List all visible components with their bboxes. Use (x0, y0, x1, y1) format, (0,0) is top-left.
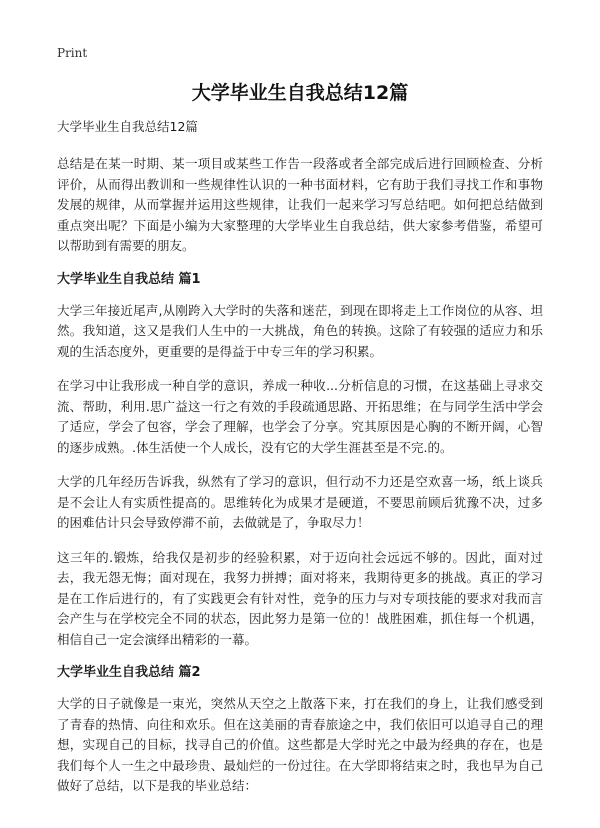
section-heading-1: 大学毕业生自我总结 篇1 (57, 271, 201, 287)
paragraph: 这三年的.锻炼，给我仅是初步的经验积累，对于迈向社会远远不够的。因此，面对过去，我无怨无悔；面对现在，我努力拼搏；面对将来，我期待更多的挑战。真正的学习是在工作后进行的，有了实践更会有针对性，竞争的压力与对专项技能的要求对我而言会产生与在学校完全不同的状态，因此努力是第一位的！战胜困难，抓住每一个机遇，相信自己一定会演绎出精彩的一幕。 (57, 549, 543, 647)
paragraph: 大学三年接近尾声,从刚跨入大学时的失落和迷茫，到现在即将走上工作岗位的从容、坦然。我知道，这又是我们人生中的一大挑战，角色的转换。这除了有较强的适应力和乐观的生活态度外，更重要的是得益于中专三年的学习积累。 (57, 302, 543, 359)
page-title: 大学毕业生自我总结12篇 (191, 82, 409, 104)
paragraph: 大学的几年经历告诉我，纵然有了学习的意识，但行动不力还是空欢喜一场，纸上谈兵是不会让人有实质性提高的。思维转化为成果才是硬道，不要思前顾后犹豫不决，过多的困难估计只会导致停滞不前，去做就是了，争取尽力！ (57, 474, 543, 530)
intro-paragraph: 总结是在某一时期、某一项目或某些工作告一段落或者全部完成后进行回顾检查、分析评价，从而得出教训和一些规律性认识的一种书面材料，它有助于我们寻找工作和事物发展的规律，从而掌握并运用这些规律，让我们一起来学习写总结吧。如何把总结做到重点突出呢？下面是小编为大家整理的大学毕业生自我总结，供大家参考借鉴，希望可以帮助到有需要的朋友。 (57, 156, 543, 253)
article-subtitle: 大学毕业生自我总结12篇 (57, 119, 198, 134)
article-body (57, 118, 543, 811)
print-link[interactable]: Print (57, 46, 88, 60)
paragraph: 在学习中让我形成一种自学的意识，养成一种收...分析信息的习惯，在这基础上寻求交流、帮助，利用.思广益这一行之有效的手段疏通思路、开拓思维；在与同学生活中学会了适应，学会了包容，学会了理解，也学会了分享。究其原因是心胸的不断开阔，心智的逐步成熟。.体生活使一个人成长，没有它的大学生涯甚至是不完.的。 (57, 378, 543, 455)
paragraph: 大学的日子就像是一束光，突然从天空之上散落下来，打在我们的身上，让我们感受到了青春的热情、向往和欢乐。但在这美丽的青春旅途之中，我们依旧可以追寻自己的理想，实现自己的目标，找寻自己的价值。这些都是大学时光之中最为经典的存在，也是我们每个人一生之中最珍贵、最灿烂的一份过往。在大学即将结束之时，我也早为自己做好了总结，以下是我的毕业总结： (57, 696, 543, 793)
section-heading-2: 大学毕业生自我总结 篇2 (57, 665, 201, 680)
